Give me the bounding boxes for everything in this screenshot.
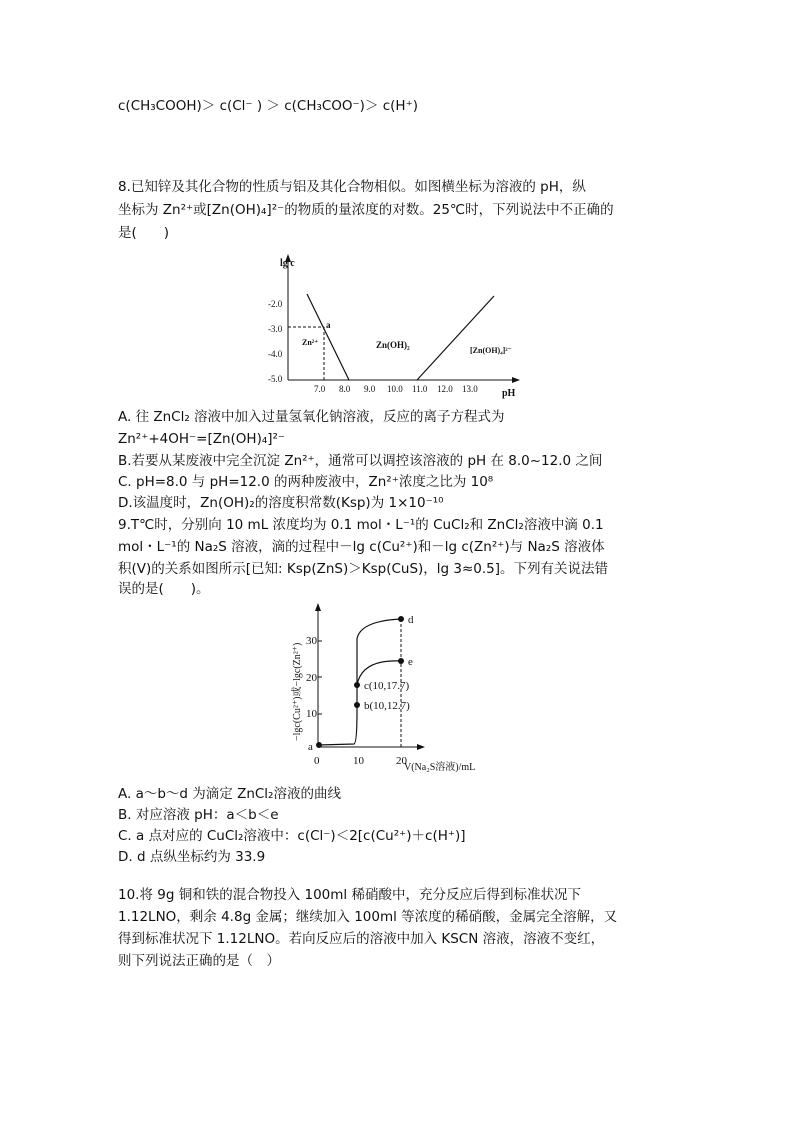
zn2-boundary-line (307, 294, 349, 380)
q9-stem-line-1: 9.T℃时，分别向 10 mL 浓度均为 0.1 mol・L⁻¹的 CuCl₂和 ZnCl₂溶液中滴 0.1 (118, 517, 604, 533)
x-tick-label: 10 (353, 755, 364, 767)
q9-titration-chart (292, 601, 526, 779)
top-inequality-line: c(CH₃COOH)＞ c(Cl⁻ ) ＞ c(CH₃COO⁻)＞ c(H⁺) (118, 98, 418, 114)
x-tick-label: 11.0 (412, 384, 428, 394)
point-e-marker (398, 658, 404, 664)
region-label-zincate: [Zn(OH)₄]²⁻ (470, 346, 512, 355)
q10-stem-line-3: 得到标准状况下 1.12LNO。若向反应后的溶液中加入 KSCN 溶液，溶液不变红， (118, 931, 605, 947)
x-tick-label: 9.0 (364, 384, 376, 394)
x-tick-label: 10.0 (387, 384, 403, 394)
q8-option-c: C. pH=8.0 与 pH=12.0 的两种废液中，Zn²⁺浓度之比为 10⁸ (118, 474, 494, 490)
point-d-marker (398, 616, 404, 622)
y-axis-arrow (315, 603, 321, 611)
y-tick-label: -4.0 (268, 349, 283, 359)
x-tick-label: 20 (396, 755, 407, 767)
point-a-marker (316, 742, 322, 748)
q8-stem-line-3: 是( ) (118, 225, 170, 241)
q8-stem-line-1: 8.已知锌及其化合物的性质与铝及其化合物相似。如图横坐标为溶液的 pH，纵 (118, 179, 586, 195)
y-axis-label: lg c (280, 258, 295, 269)
q9-stem-line-3: 积(V)的关系如图所示[已知: Ksp(ZnS)＞Ksp(CuS)，lg 3≈0.5]。下列有关说法错 (118, 561, 609, 577)
q9-stem-line-2: mol・L⁻¹的 Na₂S 溶液，滴的过程中－lg c(Cu²⁺)和－lg c(Zn²⁺)与 Na₂S 溶液体 (118, 539, 605, 555)
point-a-label: a (308, 741, 313, 753)
q10-stem-line-4: 则下列说法正确的是（ ） (118, 953, 280, 969)
point-b-label: b(10,12.7) (364, 700, 410, 712)
point-c-label: c(10,17.7) (364, 680, 410, 692)
q9-stem-line-4: 误的是( )。 (118, 581, 210, 597)
y-tick-label: 20 (306, 672, 317, 684)
q8-stem-line-2: 坐标为 Zn²⁺或[Zn(OH)₄]²⁻的物质的量浓度的对数。25℃时，下列说法中不正确的 (118, 202, 614, 218)
x-axis-label: pH (502, 388, 516, 399)
region-label-znoh2: Zn(OH)₂ (376, 340, 410, 350)
x-tick-label: 7.0 (314, 384, 326, 394)
y-axis-label: −lgc(Cu²⁺)或−lgc(Zn²⁺) (292, 642, 303, 741)
q9-option-d: D. d 点纵坐标约为 33.9 (118, 849, 266, 865)
x-tick-label: 8.0 (339, 384, 351, 394)
point-c-marker (354, 682, 360, 688)
q9-option-c: C. a 点对应的 CuCl₂溶液中：c(Cl⁻)＜2[c(Cu²⁺)＋c(H⁺)] (118, 828, 466, 844)
y-tick-label: -5.0 (268, 374, 283, 384)
y-tick-label: 10 (306, 708, 317, 720)
q10-stem-line-2: 1.12LNO，剩余 4.8g 金属；继续加入 100ml 等浓度的稀硝酸，金属完全溶解，又 (118, 909, 618, 925)
x-axis-label: V(Na₂S溶液)/mL (404, 762, 476, 773)
x-tick-label: 13.0 (462, 384, 478, 394)
q10-stem-line-1: 10.将 9g 铜和铁的混合物投入 100ml 稀硝酸中，充分反应后得到标准状况下 (118, 887, 581, 903)
point-b-marker (354, 702, 360, 708)
x-axis-arrow (417, 744, 425, 750)
q9-option-b: B. 对应溶液 pH：a＜b＜e (118, 807, 279, 823)
zincate-boundary-line (417, 296, 494, 380)
y-tick-label: -3.0 (268, 324, 283, 334)
x-axis-arrow (512, 377, 520, 383)
point-a-label: a (326, 320, 331, 330)
q8-option-d: D.该温度时，Zn(OH)₂的溶度积常数(Ksp)为 1×10⁻¹⁰ (118, 495, 444, 511)
q8-option-a-line-2: Zn²⁺+4OH⁻=[Zn(OH)₄]²⁻ (118, 431, 286, 447)
x-tick-label: 0 (314, 755, 320, 767)
q9-option-a: A. a～b～d 为滴定 ZnCl₂溶液的曲线 (118, 786, 341, 802)
q8-option-b: B.若要从某废液中完全沉淀 Zn²⁺，通常可以调控该溶液的 pH 在 8.0~12.0 之间 (118, 453, 603, 469)
point-e-label: e (408, 656, 413, 668)
y-tick-label: -2.0 (268, 299, 283, 309)
q8-option-a-line-1: A. 往 ZnCl₂ 溶液中加入过量氢氧化钠溶液，反应的离子方程式为 (118, 409, 505, 425)
y-tick-label: 30 (306, 635, 317, 647)
point-d-label: d (408, 614, 414, 626)
region-label-zn2: Zn²⁺ (302, 338, 319, 347)
q8-lgc-ph-chart (270, 250, 530, 400)
x-tick-label: 12.0 (437, 384, 453, 394)
